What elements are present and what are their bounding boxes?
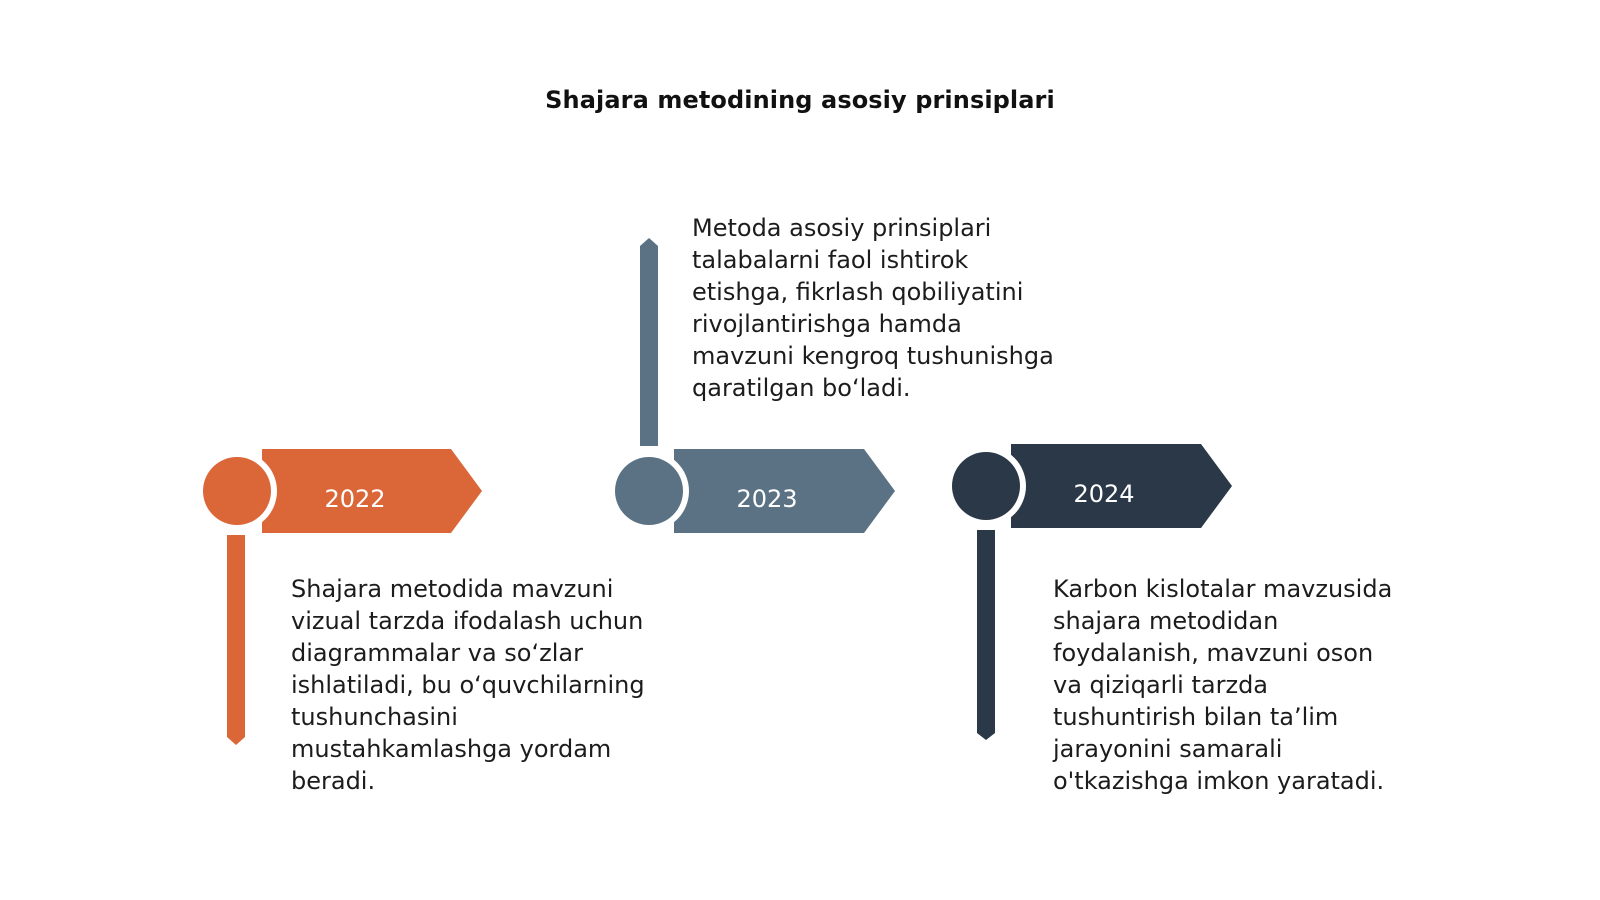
milestone-2022-dot — [203, 457, 271, 525]
milestone-2023-description: Metoda asosiy prinsiplari talabalarni faol ishtirok etishga, fikrlash qobiliyatini rivojlantirishga hamda mavzuni kengroq tushunishga qaratilgan bo‘ladi. — [692, 214, 1054, 402]
diagram-title: Shajara metodining asosiy prinsiplari — [545, 86, 1055, 114]
milestone-2022-stem — [227, 535, 245, 745]
milestone-2023-stem — [640, 238, 658, 446]
milestone-2022-description: Shajara metodida mavzuni vizual tarzda ifodalash uchun diagrammalar va so‘zlar ishlatiladi, bu o‘quvchilarning tushunchasini mustahkamlashga yordam beradi. — [291, 575, 645, 795]
milestone-2022-year-label: 2022 — [324, 485, 386, 513]
milestone-2024-stem — [977, 530, 995, 740]
milestone-2024-description: Karbon kislotalar mavzusida shajara metodidan foydalanish, mavzuni oson va qiziqarli tarzda tushuntirish bilan ta’lim jarayonini samarali o'tkazishga imkon yaratadi. — [1053, 575, 1393, 795]
milestone-2023-year-label: 2023 — [736, 485, 798, 513]
milestone-2023-dot — [615, 457, 683, 525]
milestone-2024-dot — [952, 452, 1020, 520]
milestone-2024-year-label: 2024 — [1073, 480, 1135, 508]
